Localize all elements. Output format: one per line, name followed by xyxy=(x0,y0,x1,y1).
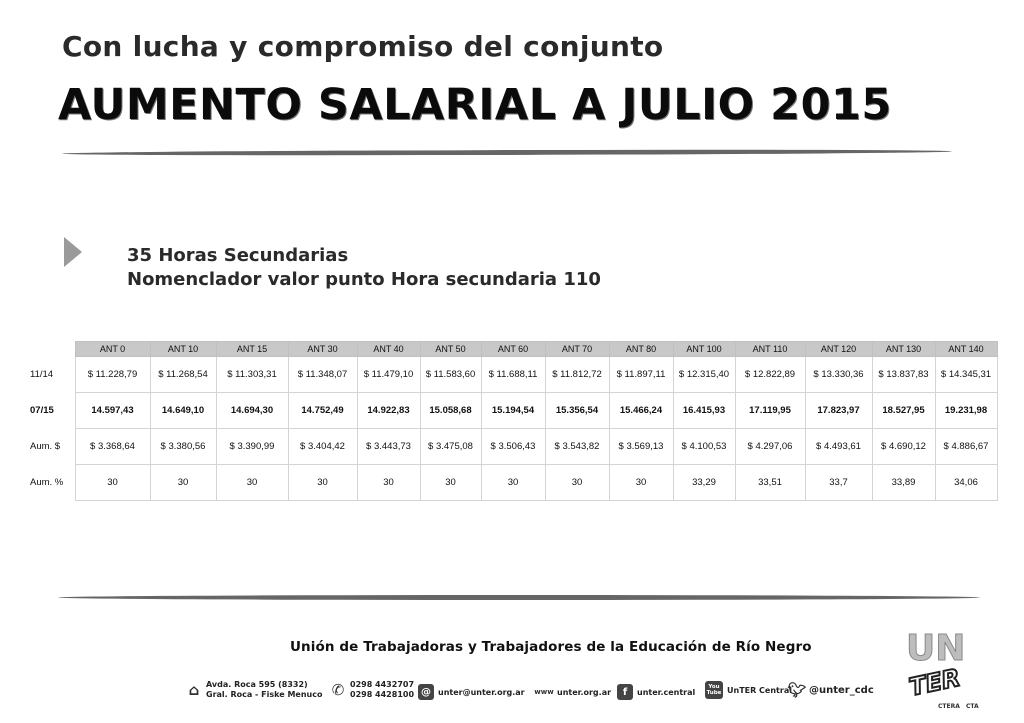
table-cell: 15.058,68 xyxy=(420,393,481,429)
table-cell: 33,29 xyxy=(673,465,735,501)
section-heading xyxy=(127,244,601,292)
table-cell: $ 3.475,08 xyxy=(420,429,481,465)
www-icon: www xyxy=(534,688,554,696)
table-cell: $ 11.479,10 xyxy=(357,357,420,393)
column-header: ANT 10 xyxy=(150,342,216,357)
table-cell: $ 3.380,56 xyxy=(150,429,216,465)
table-cell: $ 11.348,07 xyxy=(288,357,357,393)
phones xyxy=(330,680,414,700)
unter-logo-graphic xyxy=(900,620,992,712)
email-link[interactable]: unter@unter.org.ar xyxy=(438,687,525,697)
logo-text-top: UN xyxy=(906,628,966,669)
twitter[interactable] xyxy=(789,682,874,698)
table-cell: $ 14.345,31 xyxy=(935,357,997,393)
table-cell: $ 12.315,40 xyxy=(673,357,735,393)
table-cell: $ 11.897,11 xyxy=(609,357,673,393)
table-header-row xyxy=(28,342,997,357)
table-row xyxy=(28,357,997,393)
row-label: 07/15 xyxy=(28,393,75,429)
row-label: Aum. % xyxy=(28,465,75,501)
table-cell: 17.823,97 xyxy=(805,393,872,429)
table-row xyxy=(28,429,997,465)
unter-logo xyxy=(900,620,992,712)
section-heading-line1: 35 Horas Secundarias xyxy=(127,245,349,266)
table-cell: 14.694,30 xyxy=(216,393,288,429)
address-line2: Gral. Roca - Fiske Menuco xyxy=(206,690,323,699)
table-cell: $ 4.690,12 xyxy=(872,429,935,465)
table-cell: 33,89 xyxy=(872,465,935,501)
table-cell: 14.649,10 xyxy=(150,393,216,429)
table-cell: $ 3.543,82 xyxy=(545,429,609,465)
table-cell: 18.527,95 xyxy=(872,393,935,429)
table-cell: 15.356,54 xyxy=(545,393,609,429)
table-cell: 15.466,24 xyxy=(609,393,673,429)
table-cell: $ 3.368,64 xyxy=(75,429,150,465)
salary-table xyxy=(28,341,998,501)
table-cell: 30 xyxy=(288,465,357,501)
facebook-icon: f xyxy=(617,684,633,700)
table-cell: $ 4.493,61 xyxy=(805,429,872,465)
column-header: ANT 120 xyxy=(805,342,872,357)
table-cell: $ 3.404,42 xyxy=(288,429,357,465)
youtube-icon: You Tube xyxy=(705,681,723,699)
table-cell: 30 xyxy=(545,465,609,501)
column-header: ANT 15 xyxy=(216,342,288,357)
column-header: ANT 140 xyxy=(935,342,997,357)
website[interactable] xyxy=(535,684,611,700)
column-header: ANT 60 xyxy=(481,342,545,357)
bottom-divider xyxy=(58,595,980,600)
table-cell: 33,7 xyxy=(805,465,872,501)
phone-2: 0298 4428100 xyxy=(350,690,415,699)
youtube[interactable] xyxy=(705,681,792,699)
table-cell: 14.752,49 xyxy=(288,393,357,429)
table-cell: 30 xyxy=(609,465,673,501)
table-cell: 34,06 xyxy=(935,465,997,501)
table-cell: $ 11.303,31 xyxy=(216,357,288,393)
logo-affiliation-1: CTERA xyxy=(938,703,960,710)
youtube-link[interactable]: UnTER Central xyxy=(727,685,792,695)
table-cell: $ 11.228,79 xyxy=(75,357,150,393)
twitter-link[interactable]: @unter_cdc xyxy=(809,684,874,696)
phone-icon: ✆ xyxy=(331,681,345,699)
table-cell: $ 12.822,89 xyxy=(735,357,805,393)
table-cell: $ 3.390,99 xyxy=(216,429,288,465)
table-row xyxy=(28,465,997,501)
organization-name: Unión de Trabajadoras y Trabajadores de la Educación de Río Negro xyxy=(290,639,812,655)
logo-text-bottom: TER xyxy=(906,663,963,702)
column-header: ANT 40 xyxy=(357,342,420,357)
table-cell: 30 xyxy=(150,465,216,501)
logo-affiliation-2: CTA xyxy=(966,703,979,710)
table-cell: 15.194,54 xyxy=(481,393,545,429)
table-cell: $ 4.100,53 xyxy=(673,429,735,465)
row-label: Aum. $ xyxy=(28,429,75,465)
column-header: ANT 30 xyxy=(288,342,357,357)
facebook[interactable] xyxy=(617,684,695,700)
row-label: 11/14 xyxy=(28,357,75,393)
column-header: ANT 70 xyxy=(545,342,609,357)
email-icon: @ xyxy=(418,684,434,700)
table-cell: $ 13.837,83 xyxy=(872,357,935,393)
page-title: AUMENTO SALARIAL A JULIO 2015 xyxy=(58,80,892,130)
top-divider xyxy=(62,149,952,156)
table-cell: 30 xyxy=(481,465,545,501)
table-cell: 33,51 xyxy=(735,465,805,501)
table-cell: $ 11.268,54 xyxy=(150,357,216,393)
email[interactable] xyxy=(418,684,525,700)
table-cell: 30 xyxy=(420,465,481,501)
subtitle: Con lucha y compromiso del conjunto xyxy=(62,30,664,63)
table-cell: 30 xyxy=(75,465,150,501)
table-cell: $ 11.688,11 xyxy=(481,357,545,393)
table-cell: 30 xyxy=(357,465,420,501)
section-heading-line2: Nomenclador valor punto Hora secundaria 110 xyxy=(127,269,601,290)
column-header: ANT 50 xyxy=(420,342,481,357)
table-cell: $ 11.812,72 xyxy=(545,357,609,393)
table-corner xyxy=(28,342,75,357)
twitter-bird-icon: 🐦︎ xyxy=(787,681,807,699)
column-header: ANT 80 xyxy=(609,342,673,357)
arrow-bullet-icon xyxy=(64,237,82,267)
column-header: ANT 0 xyxy=(75,342,150,357)
column-header: ANT 100 xyxy=(673,342,735,357)
table-cell: 19.231,98 xyxy=(935,393,997,429)
table-cell: $ 4.297,06 xyxy=(735,429,805,465)
column-header: ANT 110 xyxy=(735,342,805,357)
table-cell: $ 13.330,36 xyxy=(805,357,872,393)
phone-1: 0298 4432707 xyxy=(350,680,415,689)
address-line1: Avda. Roca 595 (8332) xyxy=(206,680,308,689)
table-cell: $ 4.886,67 xyxy=(935,429,997,465)
table-cell: 14.597,43 xyxy=(75,393,150,429)
table-cell: $ 3.443,73 xyxy=(357,429,420,465)
website-link[interactable]: unter.org.ar xyxy=(557,687,612,697)
table-cell: 16.415,93 xyxy=(673,393,735,429)
table-cell: $ 3.569,13 xyxy=(609,429,673,465)
table-row xyxy=(28,393,997,429)
table-cell: 30 xyxy=(216,465,288,501)
table-cell: 17.119,95 xyxy=(735,393,805,429)
contact-footer xyxy=(186,677,886,705)
table-cell: $ 11.583,60 xyxy=(420,357,481,393)
table-cell: $ 3.506,43 xyxy=(481,429,545,465)
address xyxy=(186,680,322,700)
facebook-link[interactable]: unter.central xyxy=(637,687,696,697)
column-header: ANT 130 xyxy=(872,342,935,357)
home-icon: ⌂ xyxy=(188,681,200,699)
table-cell: 14.922,83 xyxy=(357,393,420,429)
